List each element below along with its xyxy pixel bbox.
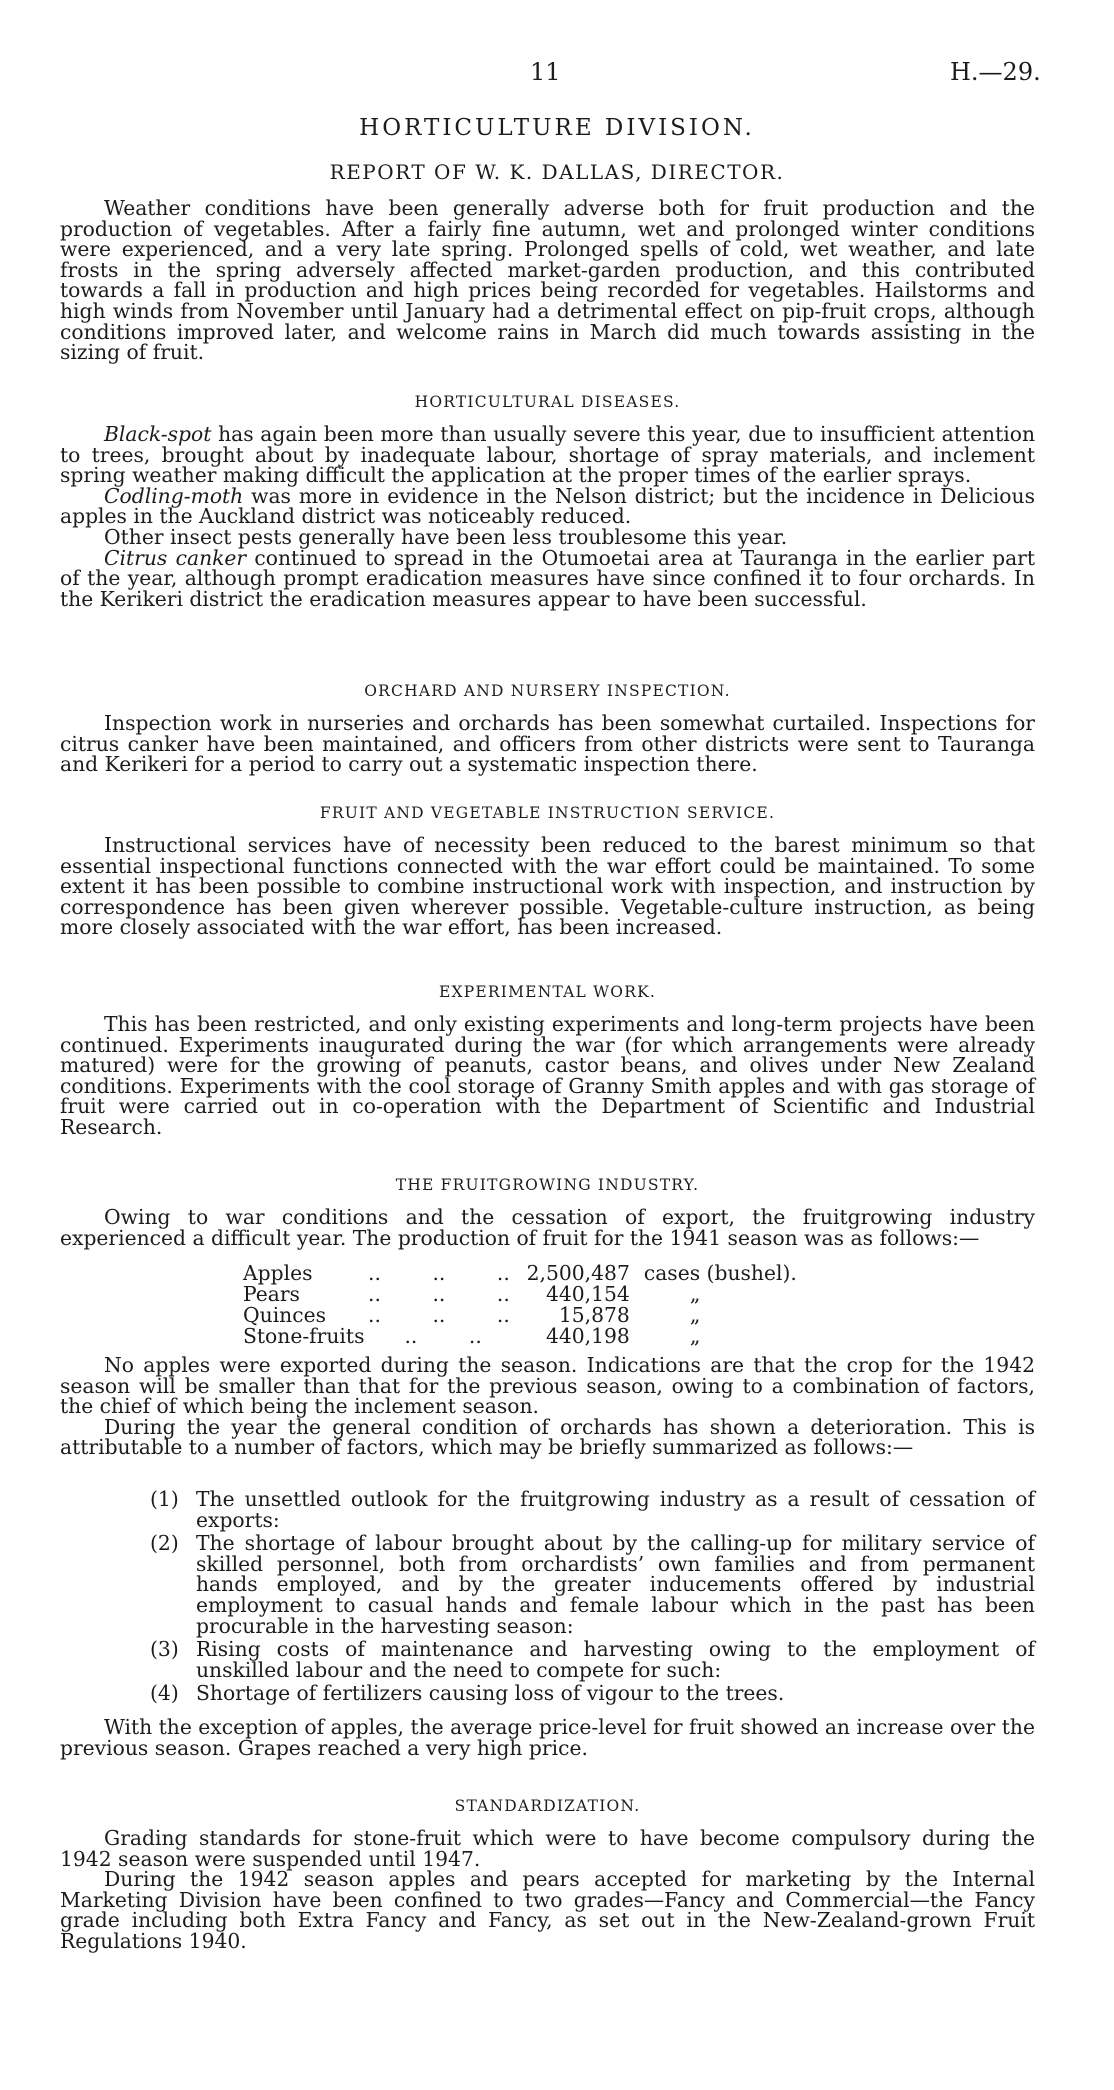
- canker-text: continued to spread in the Otumoetai area at Tauranga in the earlier part of the year, although prompt eradication measures have since confined it to four orchards. In the Kerikeri district the eradication measures appear to have been successful.: [60, 545, 1035, 611]
- factor-text: The unsettled outlook for the fruitgrowing industry as a result of cessation of exports:: [196, 1487, 1035, 1532]
- fruitgrowing-intro: Owing to war conditions and the cessation of export, the fruitgrowing industry experienced a difficult year. The production of fruit for the 1941 season was as follows:—: [60, 1205, 1035, 1250]
- standardization-section: [60, 1797, 1035, 1952]
- leader-dots: .. ..: [404, 1324, 482, 1348]
- factor-text: Rising costs of maintenance and harvesting owing to the employment of unskilled labour and the need to compete for such:: [196, 1637, 1035, 1682]
- factor-text: The shortage of labour brought about by the calling-up for military service of skilled personnel, both from orchardists’ own families and from permanent hands employed, and by the greater inducements offered by industrial employment to casual hands and female labour which in the past has been procurable in the harvesting season:: [196, 1531, 1035, 1638]
- factor-text: Shortage of fertilizers causing loss of vigour to the trees.: [196, 1681, 785, 1706]
- factor-marker: (2): [150, 1531, 179, 1556]
- table-row: [243, 1284, 797, 1305]
- intro-section: [60, 198, 1035, 363]
- production-amount: 2,500,487: [526, 1261, 630, 1285]
- fruitgrowing-section: [60, 1176, 1035, 1248]
- list-item: [150, 1639, 1035, 1680]
- fruitgrowing-continued: [60, 1355, 1035, 1458]
- inspection-section: [60, 682, 1035, 775]
- instruction-section: [60, 804, 1035, 938]
- list-item: [150, 1489, 1035, 1530]
- experimental-section: [60, 983, 1035, 1138]
- experimental-paragraph: This has been restricted, and only existing experiments and long-term projects have been continued. Experiments inaugurated during the war (for which arrangements were already matured) were for the growing of peanuts, castor beans, and olives under New Zealand conditions. Experiments with the cool storage of Granny Smith apples and with gas storage of fruit were carried out in co-operation with the Department of Scientific and Industrial Research.: [60, 1012, 1035, 1139]
- leader-dots: .. .. ..: [368, 1282, 510, 1306]
- division-title: HORTICULTURE DIVISION.: [359, 115, 755, 141]
- inspection-heading: ORCHARD AND NURSERY INSPECTION.: [364, 682, 731, 700]
- report-subtitle: REPORT OF W. K. DALLAS, DIRECTOR.: [329, 160, 785, 184]
- factor-marker: (1): [150, 1487, 179, 1511]
- production-amount: 440,198: [545, 1324, 630, 1348]
- document-reference: H.—29.: [950, 58, 1041, 86]
- apples-export-paragraph: No apples were exported during the season. Indications are that the crop for the 1942 season will be smaller than that for the previous season, owing to a combination of factors, the chief of which being the inclement season.: [60, 1353, 1035, 1419]
- production-amount: 440,154: [545, 1282, 630, 1306]
- production-unit: „: [689, 1324, 701, 1348]
- blackspot-text: has again been more than usually severe this year, due to insufficient attention to trees, brought about by inadequate labour, shortage of spray materials, and inclement spring weather making difficult the application at the proper times of the earlier sprays.: [60, 422, 1035, 488]
- factor-marker: (4): [150, 1681, 179, 1706]
- instruction-heading: FRUIT AND VEGETABLE INSTRUCTION SERVICE.: [319, 804, 776, 822]
- instruction-paragraph: Instructional services have of necessity been reduced to the barest minimum so that essential inspectional functions connected with the war effort could be maintained. To some extent it has been possible to combine instructional work with inspection, and instruction by correspondence has been given wherever possible. Vegetable-culture instruction, as being more closely associated with the war effort, has been increased.: [60, 833, 1035, 940]
- page-number: 11: [530, 58, 561, 86]
- orchard-condition-paragraph: During the year the general condition of orchards has shown a deterioration. This is attributable to a number of factors, which may be briefly summarized as follows:—: [60, 1414, 1035, 1460]
- leader-dots: .. .. ..: [368, 1261, 510, 1285]
- table-row: [243, 1305, 797, 1326]
- factor-marker: (3): [150, 1637, 179, 1662]
- diseases-section: [60, 393, 1035, 609]
- leader-dots: .. .. ..: [368, 1303, 510, 1327]
- blackspot-paragraph: [60, 424, 1035, 486]
- canker-term: Citrus canker: [104, 545, 247, 570]
- fruitgrowing-heading: THE FRUITGROWING INDUSTRY.: [395, 1176, 700, 1194]
- insect-paragraph: Other insect pests generally have been less troublesome this year.: [104, 524, 788, 549]
- standardization-heading: STANDARDIZATION.: [454, 1797, 641, 1815]
- list-item: [150, 1683, 1035, 1704]
- production-unit: cases (bushel).: [643, 1261, 797, 1285]
- diseases-heading: HORTICULTURAL DISEASES.: [414, 393, 681, 411]
- grades-paragraph: During the 1942 season apples and pears accepted for marketing by the Internal Marketing Division have been confined to two grades—Fancy and Commercial—the Fancy grade including both Extra Fancy and Fancy, as set out in the New-Zealand-grown Fruit Regulations 1940.: [60, 1867, 1035, 1953]
- production-table: [243, 1263, 797, 1347]
- factors-list: [150, 1489, 1035, 1707]
- fruit-name: Stone-fruits: [243, 1324, 365, 1348]
- price-section: [60, 1717, 1035, 1758]
- grading-paragraph: Grading standards for stone-fruit which were to have become compulsory during the 1942 season were suspended until 1947.: [60, 1826, 1035, 1871]
- list-item: [150, 1533, 1035, 1636]
- codling-term: Codling-moth: [104, 483, 244, 508]
- canker-paragraph: [60, 545, 1035, 611]
- production-unit: „: [689, 1282, 701, 1306]
- codling-paragraph: [60, 483, 1035, 529]
- production-amount: 15,878: [558, 1303, 630, 1327]
- table-row: [243, 1326, 797, 1347]
- fruit-name: Pears: [243, 1282, 300, 1306]
- codling-text: was more in evidence in the Nelson district; but the incidence in Delicious apples in the Auckland district was noticeably reduced.: [60, 483, 1035, 529]
- experimental-heading: EXPERIMENTAL WORK.: [439, 983, 656, 1001]
- fruit-name: Quinces: [243, 1303, 327, 1327]
- price-paragraph: With the exception of apples, the average price-level for fruit showed an increase over the previous season. Grapes reached a very high price.: [60, 1715, 1035, 1760]
- production-unit: „: [689, 1303, 701, 1327]
- table-row: [243, 1263, 797, 1284]
- fruit-name: Apples: [243, 1261, 313, 1285]
- blackspot-term: Black-spot: [104, 422, 212, 446]
- intro-paragraph: Weather conditions have been generally adverse both for fruit production and the production of vegetables. After a fairly fine autumn, wet and prolonged winter conditions were experienced, and a very late spring. Prolonged spells of cold, wet weather, and late frosts in the spring adversely affected market-garden production, and this contributed towards a fall in production and high prices being recorded for vegetables. Hailstorms and high winds from November until January had a detrimental effect on pip-fruit crops, although conditions improved later, and welcome rains in March did much towards assisting in the sizing of fruit.: [60, 196, 1035, 365]
- inspection-paragraph: Inspection work in nurseries and orchards has been somewhat curtailed. Inspections for citrus canker have been maintained, and officers from other districts were sent to Tauranga and Kerikeri for a period to carry out a systematic inspection there.: [60, 711, 1035, 777]
